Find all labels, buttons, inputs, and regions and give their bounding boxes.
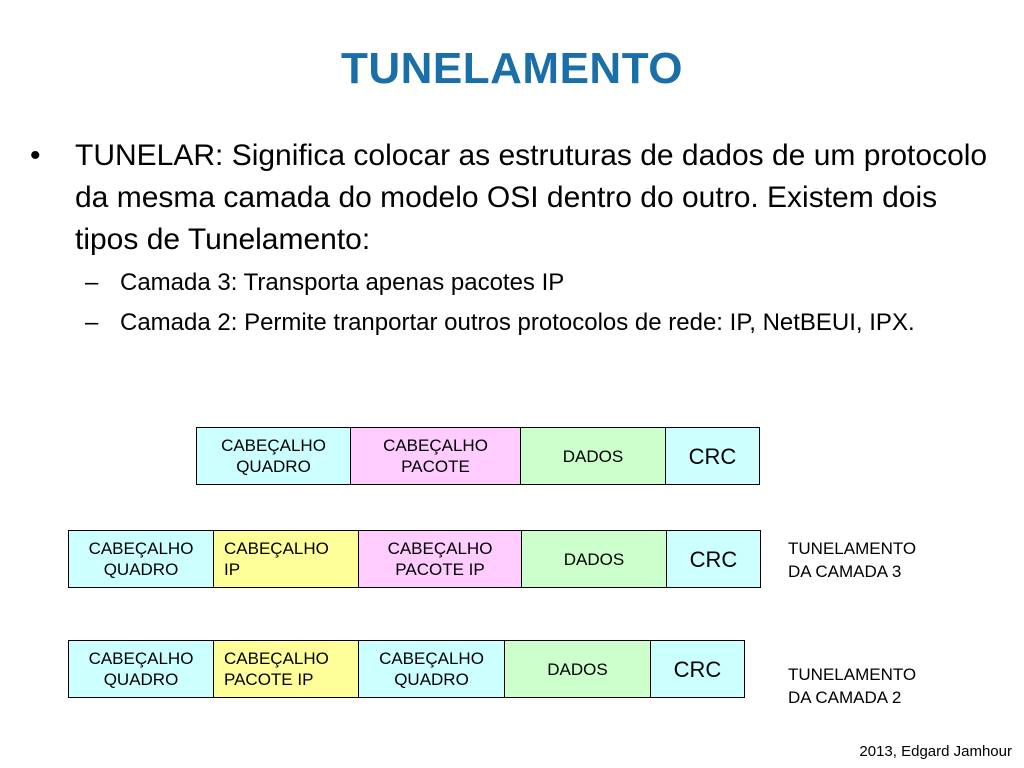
label-line1: TUNELAMENTO	[788, 665, 917, 684]
cell-text: CRC	[689, 546, 738, 572]
cell-text: DADOS	[547, 659, 608, 679]
cell-text-line1: CABEÇALHO	[221, 436, 326, 455]
cell-text-line1: CABEÇALHO	[387, 539, 493, 558]
cell-text-line1: CABEÇALHO	[88, 649, 194, 668]
frame-cell-header-quadro	[196, 427, 351, 485]
frame-cell-header-quadro	[68, 530, 214, 588]
cell-text-line2: IP	[224, 560, 241, 579]
slide-title: TUNELAMENTO	[340, 44, 683, 93]
frame-cell-crc	[667, 530, 761, 588]
cell-text-line1: CABEÇALHO	[224, 649, 329, 668]
frame-tunnel-layer3	[68, 530, 761, 588]
label-line1: TUNELAMENTO	[788, 539, 917, 558]
cell-text-line1: CABEÇALHO	[383, 436, 488, 455]
frame-tunnel-layer2	[68, 640, 745, 698]
sub-bullet-item	[30, 307, 990, 339]
cell-text-line2: PACOTE IP	[395, 560, 485, 579]
footer-credit: 2013, Edgard Jamhour	[859, 743, 1012, 760]
frame-cell-dados	[505, 640, 651, 698]
sub-bullet-text: Camada 3: Transporta apenas pacotes IP	[120, 269, 565, 296]
frame-cell-header-pacote	[351, 427, 521, 485]
frame-cell-dados	[521, 427, 666, 485]
frame-cell-header-ip	[214, 530, 359, 588]
sub-bullet-marker: –	[85, 269, 99, 296]
cell-text-line1: CABEÇALHO	[224, 539, 329, 558]
frame-label-layer3	[788, 537, 916, 583]
frame-cell-header-pacote-ip	[214, 640, 359, 698]
cell-text-line1: CABEÇALHO	[88, 539, 194, 558]
cell-text-line2: PACOTE	[401, 457, 470, 476]
sub-bullet-marker: –	[85, 309, 99, 336]
cell-text-line2: PACOTE IP	[224, 670, 314, 689]
cell-text: DADOS	[563, 549, 625, 569]
cell-text-line2: QUADRO	[103, 560, 179, 579]
frame-cell-crc	[666, 427, 760, 485]
label-line2: DA CAMADA 3	[788, 562, 902, 581]
bullet-item	[30, 135, 990, 261]
cell-text: DADOS	[562, 446, 624, 466]
sub-bullet-item	[30, 267, 990, 299]
sub-bullet-text: Camada 2: Permite tranportar outros protocolos de rede: IP, NetBEUI, IPX.	[120, 309, 915, 336]
frame-cell-header-quadro-inner	[359, 640, 505, 698]
cell-text: CRC	[673, 656, 722, 682]
frame-cell-header-quadro	[68, 640, 214, 698]
cell-text-line2: QUADRO	[236, 457, 311, 476]
cell-text-line2: QUADRO	[394, 670, 469, 689]
label-line2: DA CAMADA 2	[788, 688, 902, 707]
frame-cell-header-pacote-ip	[359, 530, 522, 588]
frame-cell-crc	[651, 640, 745, 698]
bullet-marker: •	[30, 139, 41, 172]
frame-label-layer2	[788, 663, 916, 709]
frame-original	[196, 427, 760, 485]
bullet-list	[30, 135, 990, 339]
frame-cell-dados	[522, 530, 667, 588]
cell-text-line2: QUADRO	[103, 670, 179, 689]
cell-text: CRC	[688, 443, 737, 469]
bullet-text: TUNELAR: Significa colocar as estruturas de dados de um protocolo da mesma camada do modelo OSI dentro do outro. Existem dois tipos de Tunelamento:	[75, 139, 988, 256]
cell-text-line1: CABEÇALHO	[379, 649, 484, 668]
